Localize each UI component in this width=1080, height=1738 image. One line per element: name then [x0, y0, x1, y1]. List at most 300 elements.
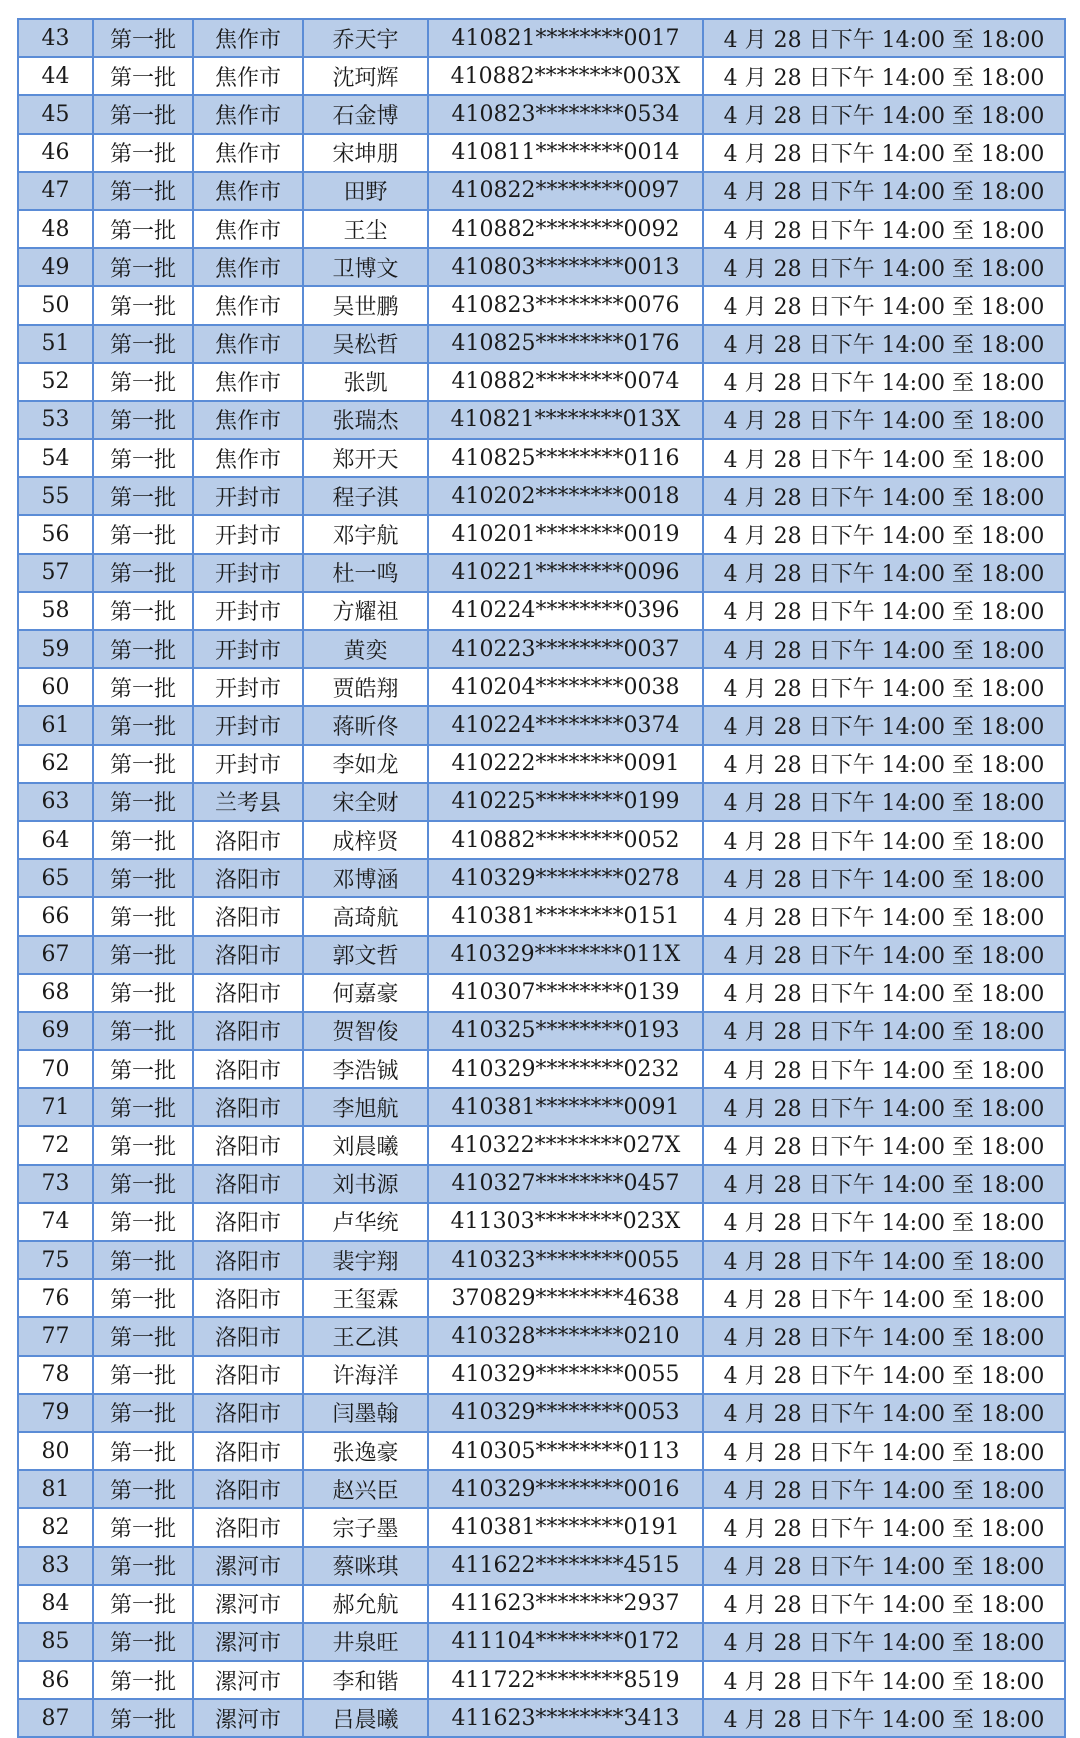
- cell-id-number: 410222********0091: [428, 745, 703, 783]
- cell-number: 78: [18, 1356, 93, 1394]
- cell-id-number: 410202********0018: [428, 477, 703, 515]
- cell-id-number: 410305********0113: [428, 1432, 703, 1470]
- cell-id-number: 410201********0019: [428, 515, 703, 553]
- cell-time-slot: 4 月 28 日下午 14:00 至 18:00: [703, 325, 1065, 363]
- cell-city: 洛阳市: [193, 1394, 303, 1432]
- table-row: [18, 1356, 1065, 1394]
- table-row: [18, 515, 1065, 553]
- cell-city: 洛阳市: [193, 1508, 303, 1546]
- cell-batch: 第一批: [93, 1623, 193, 1661]
- cell-city: 焦作市: [193, 172, 303, 210]
- cell-number: 43: [18, 19, 93, 57]
- cell-batch: 第一批: [93, 1547, 193, 1585]
- cell-batch: 第一批: [93, 668, 193, 706]
- cell-number: 50: [18, 286, 93, 324]
- cell-id-number: 410224********0374: [428, 706, 703, 744]
- cell-id-number: 410803********0013: [428, 248, 703, 286]
- cell-number: 44: [18, 57, 93, 95]
- cell-city: 洛阳市: [193, 936, 303, 974]
- cell-id-number: 410825********0176: [428, 325, 703, 363]
- cell-city: 漯河市: [193, 1699, 303, 1737]
- cell-name: 赵兴臣: [303, 1470, 428, 1508]
- cell-city: 焦作市: [193, 210, 303, 248]
- table-row: [18, 286, 1065, 324]
- cell-number: 52: [18, 363, 93, 401]
- cell-name: 张逸豪: [303, 1432, 428, 1470]
- cell-id-number: 410882********0074: [428, 363, 703, 401]
- table-row: [18, 1126, 1065, 1164]
- cell-city: 焦作市: [193, 439, 303, 477]
- cell-city: 洛阳市: [193, 974, 303, 1012]
- cell-name: 沈珂辉: [303, 57, 428, 95]
- table-row: [18, 630, 1065, 668]
- roster-container: [17, 18, 1064, 1738]
- cell-time-slot: 4 月 28 日下午 14:00 至 18:00: [703, 1165, 1065, 1203]
- table-row: [18, 745, 1065, 783]
- cell-name: 蒋昕佟: [303, 706, 428, 744]
- cell-batch: 第一批: [93, 1508, 193, 1546]
- cell-batch: 第一批: [93, 210, 193, 248]
- cell-id-number: 411623********3413: [428, 1699, 703, 1737]
- cell-batch: 第一批: [93, 783, 193, 821]
- cell-batch: 第一批: [93, 1394, 193, 1432]
- cell-city: 洛阳市: [193, 859, 303, 897]
- cell-batch: 第一批: [93, 172, 193, 210]
- cell-time-slot: 4 月 28 日下午 14:00 至 18:00: [703, 745, 1065, 783]
- cell-city: 漯河市: [193, 1585, 303, 1623]
- cell-city: 焦作市: [193, 19, 303, 57]
- cell-time-slot: 4 月 28 日下午 14:00 至 18:00: [703, 401, 1065, 439]
- cell-id-number: 410307********0139: [428, 974, 703, 1012]
- cell-time-slot: 4 月 28 日下午 14:00 至 18:00: [703, 668, 1065, 706]
- cell-city: 洛阳市: [193, 1088, 303, 1126]
- cell-city: 焦作市: [193, 286, 303, 324]
- cell-name: 张瑞杰: [303, 401, 428, 439]
- cell-number: 64: [18, 821, 93, 859]
- cell-city: 洛阳市: [193, 1165, 303, 1203]
- cell-name: 王玺霖: [303, 1279, 428, 1317]
- cell-batch: 第一批: [93, 706, 193, 744]
- cell-time-slot: 4 月 28 日下午 14:00 至 18:00: [703, 630, 1065, 668]
- cell-batch: 第一批: [93, 936, 193, 974]
- cell-id-number: 410381********0151: [428, 897, 703, 935]
- cell-number: 77: [18, 1317, 93, 1355]
- cell-batch: 第一批: [93, 134, 193, 172]
- cell-id-number: 411303********023X: [428, 1203, 703, 1241]
- cell-time-slot: 4 月 28 日下午 14:00 至 18:00: [703, 1012, 1065, 1050]
- cell-time-slot: 4 月 28 日下午 14:00 至 18:00: [703, 706, 1065, 744]
- cell-time-slot: 4 月 28 日下午 14:00 至 18:00: [703, 554, 1065, 592]
- table-row: [18, 554, 1065, 592]
- table-row: [18, 363, 1065, 401]
- cell-city: 漯河市: [193, 1547, 303, 1585]
- cell-city: 焦作市: [193, 401, 303, 439]
- table-row: [18, 1050, 1065, 1088]
- cell-name: 方耀祖: [303, 592, 428, 630]
- table-row: [18, 95, 1065, 133]
- cell-batch: 第一批: [93, 897, 193, 935]
- cell-id-number: 410825********0116: [428, 439, 703, 477]
- cell-time-slot: 4 月 28 日下午 14:00 至 18:00: [703, 783, 1065, 821]
- cell-time-slot: 4 月 28 日下午 14:00 至 18:00: [703, 1661, 1065, 1699]
- cell-number: 46: [18, 134, 93, 172]
- cell-time-slot: 4 月 28 日下午 14:00 至 18:00: [703, 248, 1065, 286]
- table-row: [18, 325, 1065, 363]
- cell-time-slot: 4 月 28 日下午 14:00 至 18:00: [703, 515, 1065, 553]
- cell-batch: 第一批: [93, 325, 193, 363]
- cell-number: 82: [18, 1508, 93, 1546]
- cell-name: 卢华统: [303, 1203, 428, 1241]
- cell-batch: 第一批: [93, 554, 193, 592]
- cell-city: 焦作市: [193, 248, 303, 286]
- cell-batch: 第一批: [93, 821, 193, 859]
- cell-city: 兰考县: [193, 783, 303, 821]
- cell-number: 56: [18, 515, 93, 553]
- cell-batch: 第一批: [93, 1317, 193, 1355]
- cell-city: 开封市: [193, 630, 303, 668]
- table-row: [18, 859, 1065, 897]
- cell-number: 73: [18, 1165, 93, 1203]
- cell-city: 漯河市: [193, 1623, 303, 1661]
- cell-time-slot: 4 月 28 日下午 14:00 至 18:00: [703, 1508, 1065, 1546]
- cell-id-number: 410224********0396: [428, 592, 703, 630]
- cell-name: 何嘉豪: [303, 974, 428, 1012]
- cell-time-slot: 4 月 28 日下午 14:00 至 18:00: [703, 439, 1065, 477]
- cell-time-slot: 4 月 28 日下午 14:00 至 18:00: [703, 1050, 1065, 1088]
- cell-batch: 第一批: [93, 592, 193, 630]
- cell-id-number: 410822********0097: [428, 172, 703, 210]
- cell-number: 81: [18, 1470, 93, 1508]
- cell-time-slot: 4 月 28 日下午 14:00 至 18:00: [703, 1317, 1065, 1355]
- cell-city: 开封市: [193, 592, 303, 630]
- cell-name: 李浩铖: [303, 1050, 428, 1088]
- cell-name: 郭文哲: [303, 936, 428, 974]
- cell-id-number: 411104********0172: [428, 1623, 703, 1661]
- cell-name: 石金博: [303, 95, 428, 133]
- cell-number: 71: [18, 1088, 93, 1126]
- table-row: [18, 1508, 1065, 1546]
- cell-time-slot: 4 月 28 日下午 14:00 至 18:00: [703, 363, 1065, 401]
- table-row: [18, 974, 1065, 1012]
- cell-city: 洛阳市: [193, 821, 303, 859]
- cell-batch: 第一批: [93, 1241, 193, 1279]
- cell-number: 49: [18, 248, 93, 286]
- cell-time-slot: 4 月 28 日下午 14:00 至 18:00: [703, 1547, 1065, 1585]
- table-row: [18, 936, 1065, 974]
- cell-batch: 第一批: [93, 439, 193, 477]
- cell-number: 72: [18, 1126, 93, 1164]
- cell-name: 郝允航: [303, 1585, 428, 1623]
- cell-batch: 第一批: [93, 248, 193, 286]
- cell-batch: 第一批: [93, 95, 193, 133]
- cell-batch: 第一批: [93, 1699, 193, 1737]
- cell-id-number: 410329********0053: [428, 1394, 703, 1432]
- cell-id-number: 410223********0037: [428, 630, 703, 668]
- cell-city: 焦作市: [193, 363, 303, 401]
- cell-name: 郑开天: [303, 439, 428, 477]
- cell-name: 程子淇: [303, 477, 428, 515]
- table-row: [18, 1203, 1065, 1241]
- cell-id-number: 410821********013X: [428, 401, 703, 439]
- cell-name: 邓宇航: [303, 515, 428, 553]
- cell-number: 70: [18, 1050, 93, 1088]
- cell-city: 洛阳市: [193, 1432, 303, 1470]
- cell-id-number: 410328********0210: [428, 1317, 703, 1355]
- cell-number: 67: [18, 936, 93, 974]
- cell-batch: 第一批: [93, 477, 193, 515]
- cell-city: 开封市: [193, 515, 303, 553]
- cell-number: 75: [18, 1241, 93, 1279]
- cell-batch: 第一批: [93, 974, 193, 1012]
- cell-name: 刘书源: [303, 1165, 428, 1203]
- cell-time-slot: 4 月 28 日下午 14:00 至 18:00: [703, 1699, 1065, 1737]
- cell-name: 贺智俊: [303, 1012, 428, 1050]
- cell-number: 45: [18, 95, 93, 133]
- cell-time-slot: 4 月 28 日下午 14:00 至 18:00: [703, 57, 1065, 95]
- cell-number: 84: [18, 1585, 93, 1623]
- cell-id-number: 411722********8519: [428, 1661, 703, 1699]
- cell-city: 开封市: [193, 668, 303, 706]
- cell-number: 53: [18, 401, 93, 439]
- cell-name: 卫博文: [303, 248, 428, 286]
- cell-time-slot: 4 月 28 日下午 14:00 至 18:00: [703, 286, 1065, 324]
- cell-batch: 第一批: [93, 286, 193, 324]
- cell-time-slot: 4 月 28 日下午 14:00 至 18:00: [703, 477, 1065, 515]
- cell-batch: 第一批: [93, 57, 193, 95]
- cell-city: 开封市: [193, 477, 303, 515]
- cell-batch: 第一批: [93, 515, 193, 553]
- table-row: [18, 172, 1065, 210]
- cell-id-number: 410329********0278: [428, 859, 703, 897]
- table-row: [18, 210, 1065, 248]
- cell-number: 48: [18, 210, 93, 248]
- table-row: [18, 668, 1065, 706]
- table-row: [18, 1585, 1065, 1623]
- cell-name: 李如龙: [303, 745, 428, 783]
- cell-id-number: 410325********0193: [428, 1012, 703, 1050]
- cell-id-number: 410381********0191: [428, 1508, 703, 1546]
- cell-time-slot: 4 月 28 日下午 14:00 至 18:00: [703, 134, 1065, 172]
- cell-batch: 第一批: [93, 363, 193, 401]
- table-row: [18, 1317, 1065, 1355]
- cell-time-slot: 4 月 28 日下午 14:00 至 18:00: [703, 821, 1065, 859]
- cell-batch: 第一批: [93, 745, 193, 783]
- cell-city: 洛阳市: [193, 1317, 303, 1355]
- table-row: [18, 783, 1065, 821]
- cell-id-number: 410823********0534: [428, 95, 703, 133]
- cell-id-number: 410323********0055: [428, 1241, 703, 1279]
- cell-id-number: 410823********0076: [428, 286, 703, 324]
- cell-name: 高琦航: [303, 897, 428, 935]
- cell-city: 洛阳市: [193, 1470, 303, 1508]
- cell-id-number: 410329********0232: [428, 1050, 703, 1088]
- table-row: [18, 1394, 1065, 1432]
- cell-name: 吕晨曦: [303, 1699, 428, 1737]
- table-row: [18, 1088, 1065, 1126]
- cell-city: 洛阳市: [193, 1241, 303, 1279]
- cell-city: 焦作市: [193, 134, 303, 172]
- cell-time-slot: 4 月 28 日下午 14:00 至 18:00: [703, 19, 1065, 57]
- cell-name: 许海洋: [303, 1356, 428, 1394]
- cell-name: 宗子墨: [303, 1508, 428, 1546]
- cell-city: 焦作市: [193, 57, 303, 95]
- cell-city: 开封市: [193, 706, 303, 744]
- cell-number: 76: [18, 1279, 93, 1317]
- cell-name: 蔡咪琪: [303, 1547, 428, 1585]
- cell-name: 闫墨翰: [303, 1394, 428, 1432]
- cell-time-slot: 4 月 28 日下午 14:00 至 18:00: [703, 974, 1065, 1012]
- cell-batch: 第一批: [93, 1165, 193, 1203]
- table-row: [18, 57, 1065, 95]
- cell-batch: 第一批: [93, 1012, 193, 1050]
- cell-number: 61: [18, 706, 93, 744]
- cell-name: 吴松哲: [303, 325, 428, 363]
- cell-time-slot: 4 月 28 日下午 14:00 至 18:00: [703, 592, 1065, 630]
- cell-id-number: 410329********011X: [428, 936, 703, 974]
- cell-number: 86: [18, 1661, 93, 1699]
- roster-table-body: [18, 19, 1065, 1737]
- cell-city: 洛阳市: [193, 1126, 303, 1164]
- cell-batch: 第一批: [93, 859, 193, 897]
- cell-id-number: 410225********0199: [428, 783, 703, 821]
- cell-name: 王乙淇: [303, 1317, 428, 1355]
- cell-number: 63: [18, 783, 93, 821]
- cell-number: 65: [18, 859, 93, 897]
- cell-time-slot: 4 月 28 日下午 14:00 至 18:00: [703, 172, 1065, 210]
- cell-name: 刘晨曦: [303, 1126, 428, 1164]
- cell-city: 洛阳市: [193, 1050, 303, 1088]
- cell-name: 吴世鹏: [303, 286, 428, 324]
- table-row: [18, 401, 1065, 439]
- cell-id-number: 410329********0055: [428, 1356, 703, 1394]
- cell-name: 田野: [303, 172, 428, 210]
- cell-number: 59: [18, 630, 93, 668]
- cell-id-number: 370829********4638: [428, 1279, 703, 1317]
- cell-name: 井泉旺: [303, 1623, 428, 1661]
- cell-city: 洛阳市: [193, 1203, 303, 1241]
- cell-name: 李和锴: [303, 1661, 428, 1699]
- cell-batch: 第一批: [93, 401, 193, 439]
- cell-batch: 第一批: [93, 1088, 193, 1126]
- cell-time-slot: 4 月 28 日下午 14:00 至 18:00: [703, 1585, 1065, 1623]
- cell-time-slot: 4 月 28 日下午 14:00 至 18:00: [703, 1356, 1065, 1394]
- cell-batch: 第一批: [93, 630, 193, 668]
- cell-id-number: 410327********0457: [428, 1165, 703, 1203]
- cell-name: 成梓贤: [303, 821, 428, 859]
- cell-time-slot: 4 月 28 日下午 14:00 至 18:00: [703, 1623, 1065, 1661]
- cell-batch: 第一批: [93, 1661, 193, 1699]
- cell-number: 79: [18, 1394, 93, 1432]
- cell-batch: 第一批: [93, 1050, 193, 1088]
- cell-name: 杜一鸣: [303, 554, 428, 592]
- cell-id-number: 410204********0038: [428, 668, 703, 706]
- cell-id-number: 411623********2937: [428, 1585, 703, 1623]
- cell-batch: 第一批: [93, 1585, 193, 1623]
- cell-id-number: 410221********0096: [428, 554, 703, 592]
- cell-city: 开封市: [193, 554, 303, 592]
- cell-time-slot: 4 月 28 日下午 14:00 至 18:00: [703, 859, 1065, 897]
- cell-id-number: 410811********0014: [428, 134, 703, 172]
- cell-id-number: 410329********0016: [428, 1470, 703, 1508]
- cell-time-slot: 4 月 28 日下午 14:00 至 18:00: [703, 1241, 1065, 1279]
- cell-time-slot: 4 月 28 日下午 14:00 至 18:00: [703, 1203, 1065, 1241]
- cell-city: 开封市: [193, 745, 303, 783]
- cell-number: 87: [18, 1699, 93, 1737]
- table-row: [18, 1470, 1065, 1508]
- cell-id-number: 411622********4515: [428, 1547, 703, 1585]
- table-row: [18, 248, 1065, 286]
- table-row: [18, 706, 1065, 744]
- cell-number: 80: [18, 1432, 93, 1470]
- cell-number: 60: [18, 668, 93, 706]
- cell-time-slot: 4 月 28 日下午 14:00 至 18:00: [703, 1279, 1065, 1317]
- cell-batch: 第一批: [93, 19, 193, 57]
- cell-time-slot: 4 月 28 日下午 14:00 至 18:00: [703, 1394, 1065, 1432]
- cell-number: 68: [18, 974, 93, 1012]
- cell-name: 王尘: [303, 210, 428, 248]
- cell-city: 洛阳市: [193, 1279, 303, 1317]
- cell-time-slot: 4 月 28 日下午 14:00 至 18:00: [703, 95, 1065, 133]
- cell-batch: 第一批: [93, 1470, 193, 1508]
- cell-number: 69: [18, 1012, 93, 1050]
- table-row: [18, 19, 1065, 57]
- cell-number: 85: [18, 1623, 93, 1661]
- table-row: [18, 1547, 1065, 1585]
- cell-number: 74: [18, 1203, 93, 1241]
- cell-city: 焦作市: [193, 95, 303, 133]
- cell-id-number: 410882********003X: [428, 57, 703, 95]
- cell-name: 裴宇翔: [303, 1241, 428, 1279]
- table-row: [18, 897, 1065, 935]
- cell-id-number: 410821********0017: [428, 19, 703, 57]
- cell-name: 宋全财: [303, 783, 428, 821]
- cell-time-slot: 4 月 28 日下午 14:00 至 18:00: [703, 1126, 1065, 1164]
- cell-batch: 第一批: [93, 1203, 193, 1241]
- table-row: [18, 1165, 1065, 1203]
- table-row: [18, 439, 1065, 477]
- cell-city: 漯河市: [193, 1661, 303, 1699]
- cell-id-number: 410322********027X: [428, 1126, 703, 1164]
- cell-name: 李旭航: [303, 1088, 428, 1126]
- cell-number: 47: [18, 172, 93, 210]
- cell-id-number: 410882********0092: [428, 210, 703, 248]
- table-row: [18, 477, 1065, 515]
- cell-id-number: 410381********0091: [428, 1088, 703, 1126]
- cell-batch: 第一批: [93, 1356, 193, 1394]
- cell-id-number: 410882********0052: [428, 821, 703, 859]
- cell-city: 洛阳市: [193, 897, 303, 935]
- cell-number: 83: [18, 1547, 93, 1585]
- table-row: [18, 592, 1065, 630]
- roster-table: [17, 18, 1066, 1738]
- cell-name: 宋坤朋: [303, 134, 428, 172]
- cell-number: 54: [18, 439, 93, 477]
- table-row: [18, 1623, 1065, 1661]
- cell-name: 贾皓翔: [303, 668, 428, 706]
- cell-city: 洛阳市: [193, 1356, 303, 1394]
- cell-time-slot: 4 月 28 日下午 14:00 至 18:00: [703, 897, 1065, 935]
- cell-number: 58: [18, 592, 93, 630]
- table-row: [18, 1012, 1065, 1050]
- table-row: [18, 134, 1065, 172]
- table-row: [18, 821, 1065, 859]
- cell-time-slot: 4 月 28 日下午 14:00 至 18:00: [703, 1432, 1065, 1470]
- cell-time-slot: 4 月 28 日下午 14:00 至 18:00: [703, 1470, 1065, 1508]
- table-row: [18, 1241, 1065, 1279]
- cell-batch: 第一批: [93, 1432, 193, 1470]
- table-row: [18, 1661, 1065, 1699]
- cell-city: 洛阳市: [193, 1012, 303, 1050]
